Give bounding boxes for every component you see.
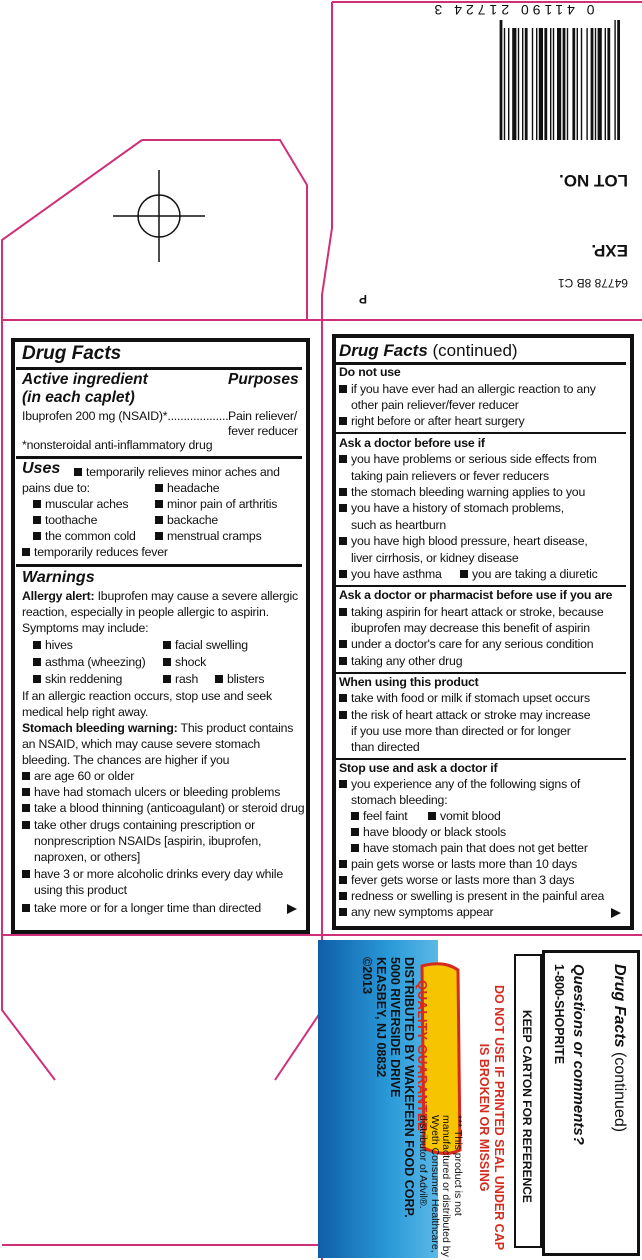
continue-arrow-icon <box>611 908 621 918</box>
exp-label: EXP. <box>591 241 628 260</box>
ask-doctor-item-cont: such as heartburn <box>351 518 447 532</box>
uses-item: toothache <box>33 513 97 527</box>
stomach-item: take more or for a longer time than directed <box>22 901 261 915</box>
symptom-item: blisters <box>215 672 264 686</box>
allergy-after2: medical help right away. <box>22 705 149 719</box>
symptom-item: skin reddening <box>33 672 122 686</box>
purposes-heading: Purposes <box>228 371 299 388</box>
do-not-use-item: if you have ever had an allergic reaction to any <box>339 382 596 396</box>
stomach-item: take other drugs containing prescription or <box>22 818 255 832</box>
ask-pharmacist-item: under a doctor's care for any serious condition <box>339 637 593 651</box>
uses-intro1: temporarily relieves minor aches and <box>74 465 280 479</box>
uses-last: temporarily reduces fever <box>22 545 168 559</box>
stop-use-item: redness or swelling is present in the painful area <box>339 889 604 903</box>
ask-doctor-item-cont: liver cirrhosis, or kidney disease <box>351 551 519 565</box>
lot-label: LOT NO. <box>559 171 628 190</box>
stomach-item: have 3 or more alcoholic drinks every day while <box>22 867 283 881</box>
disclaimer: *** This product is not manufactured or distributed by Wyeth Consumer Healthcare, distributor of Advil®. <box>417 1115 464 1257</box>
nsaid-footnote: *nonsteroidal anti-inflammatory drug <box>22 438 213 452</box>
symptom-item: facial swelling <box>163 638 248 652</box>
ask-pharmacist-item-cont: ibuprofen may decrease this benefit of aspirin <box>351 621 590 635</box>
uses-heading: Uses <box>22 460 61 477</box>
stop-use-subitem: feel faint <box>351 809 408 823</box>
when-using-item-cont: if you use more than directed or for longer <box>351 724 571 738</box>
warnings-heading: Warnings <box>22 569 95 586</box>
stop-use-subitem: have bloody or black stools <box>351 825 506 839</box>
active-ingredient-sub: (in each caplet) <box>22 389 135 406</box>
stomach-line1: Stomach bleeding warning: This product contains <box>22 721 294 735</box>
ask-doctor-item: you have high blood pressure, heart disease, <box>339 534 588 548</box>
drug-facts-title: Drug Facts <box>22 343 122 364</box>
badge-text: QUALITY GUARANTEE <box>415 980 430 1132</box>
allergy-after1: If an allergic reaction occurs, stop use and seek <box>22 689 272 703</box>
when-using-item: take with food or milk if stomach upset occurs <box>339 691 590 705</box>
barcode-digits: 0 41190 21724 3 <box>430 2 595 18</box>
uses-item: menstrual cramps <box>155 529 262 543</box>
lot-code: 64778 8B C1 <box>557 276 628 290</box>
when-using-item: the risk of heart attack or stroke may increase <box>339 708 590 722</box>
symptom-item: asthma (wheezing) <box>33 655 146 669</box>
stop-use-item: any new symptoms appear <box>339 905 493 919</box>
ask-doctor-item: you have asthma <box>339 567 442 581</box>
do-not-use-item: right before or after heart surgery <box>339 414 524 428</box>
ask-pharmacist-item: taking any other drug <box>339 654 462 668</box>
ask-doctor-item-cont: taking pain relievers or fever reducers <box>351 469 549 483</box>
stop-use-item: fever gets worse or lasts more than 3 days <box>339 873 574 887</box>
stop-use-subitem: have stomach pain that does not get better <box>351 841 588 855</box>
stomach-line2: an NSAID, which may cause severe stomach <box>22 737 261 751</box>
ask-doctor-item: you have a history of stomach problems, <box>339 501 564 515</box>
symptom-item: rash <box>163 672 198 686</box>
do-not-use-item-cont: other pain reliever/fever reducer <box>351 398 519 412</box>
ingredient-line: Ibuprofen 200 mg (NSAID)*................... <box>22 409 229 423</box>
stomach-item-cont: naproxen, or others] <box>34 850 141 864</box>
questions-heading: Questions or comments? <box>570 964 587 1145</box>
stomach-item: have had stomach ulcers or bleeding problems <box>22 785 280 799</box>
stop-use-item-cont: stomach bleeding: <box>351 793 448 807</box>
questions-title: Drug Facts (continued) <box>611 964 628 1133</box>
uses-intro2: pains due to: <box>22 481 90 495</box>
registration-mark-icon <box>113 170 205 262</box>
symptom-item: shock <box>163 655 206 669</box>
ask-pharmacist-item: taking aspirin for heart attack or stroke, because <box>339 605 603 619</box>
seal-warning: DO NOT USE IF PRINTED SEAL UNDER CAP IS BROKEN OR MISSING <box>477 985 506 1251</box>
keep-carton-text: KEEP CARTON FOR REFERENCE <box>520 1010 534 1203</box>
phone-number: 1-800-SHOPRITE <box>552 964 566 1065</box>
purpose-line1: Pain reliever/ <box>228 409 297 423</box>
ask-doctor-item: the stomach bleeding warning applies to you <box>339 485 585 499</box>
ask-doctor-item: you have problems or serious side effects from <box>339 452 597 466</box>
allergy-line3: Symptoms may include: <box>22 621 149 635</box>
stomach-line3: bleeding. The chances are higher if you <box>22 753 230 767</box>
allergy-line1: Allergy alert: Ibuprofen may cause a severe allergic <box>22 589 298 603</box>
uses-item: backache <box>155 513 218 527</box>
continue-arrow-icon <box>287 904 297 914</box>
stop-use-item: pain gets worse or lasts more than 10 days <box>339 857 577 871</box>
stop-use-subitem: vomit blood <box>428 809 501 823</box>
stop-use-item: you experience any of the following signs of <box>339 777 580 791</box>
purpose-line2: fever reducer <box>228 424 298 438</box>
top-flap-info <box>332 2 642 320</box>
upc-barcode <box>405 10 620 140</box>
uses-item: headache <box>155 481 219 495</box>
ask-doctor-item: you are taking a diuretic <box>460 567 598 581</box>
stop-use-heading: Stop use and ask a doctor if <box>339 761 498 775</box>
ask-pharmacist-heading: Ask a doctor or pharmacist before use if you are <box>339 588 613 602</box>
uses-item: minor pain of arthritis <box>155 497 277 511</box>
drug-facts-continued-title: Drug Facts (continued) <box>339 341 518 360</box>
stomach-item: take a blood thinning (anticoagulant) or steroid drug <box>22 801 304 815</box>
stomach-item-cont: using this product <box>34 883 127 897</box>
barcode-small-label: P <box>358 292 367 306</box>
when-using-item-cont: than directed <box>351 740 420 754</box>
uses-item: the common cold <box>33 529 136 543</box>
ask-doctor-heading: Ask a doctor before use if <box>339 436 485 450</box>
symptom-item: hives <box>33 638 73 652</box>
do-not-use-heading: Do not use <box>339 365 401 379</box>
when-using-heading: When using this product <box>339 675 479 689</box>
distributor-block: DISTRIBUTED BY WAKEFERN FOOD CORP. 5000 RIVERSIDE DRIVE KEASBEY, NJ 08832 ©2013 <box>360 957 416 1218</box>
active-ingredient-heading: Active ingredient <box>22 371 148 388</box>
stomach-item-cont: nonprescription NSAIDs [aspirin, ibuprofen, <box>34 834 262 848</box>
stomach-item: are age 60 or older <box>22 769 134 783</box>
uses-item: muscular aches <box>33 497 128 511</box>
allergy-line2: reaction, especially in people allergic to aspirin. <box>22 605 269 619</box>
